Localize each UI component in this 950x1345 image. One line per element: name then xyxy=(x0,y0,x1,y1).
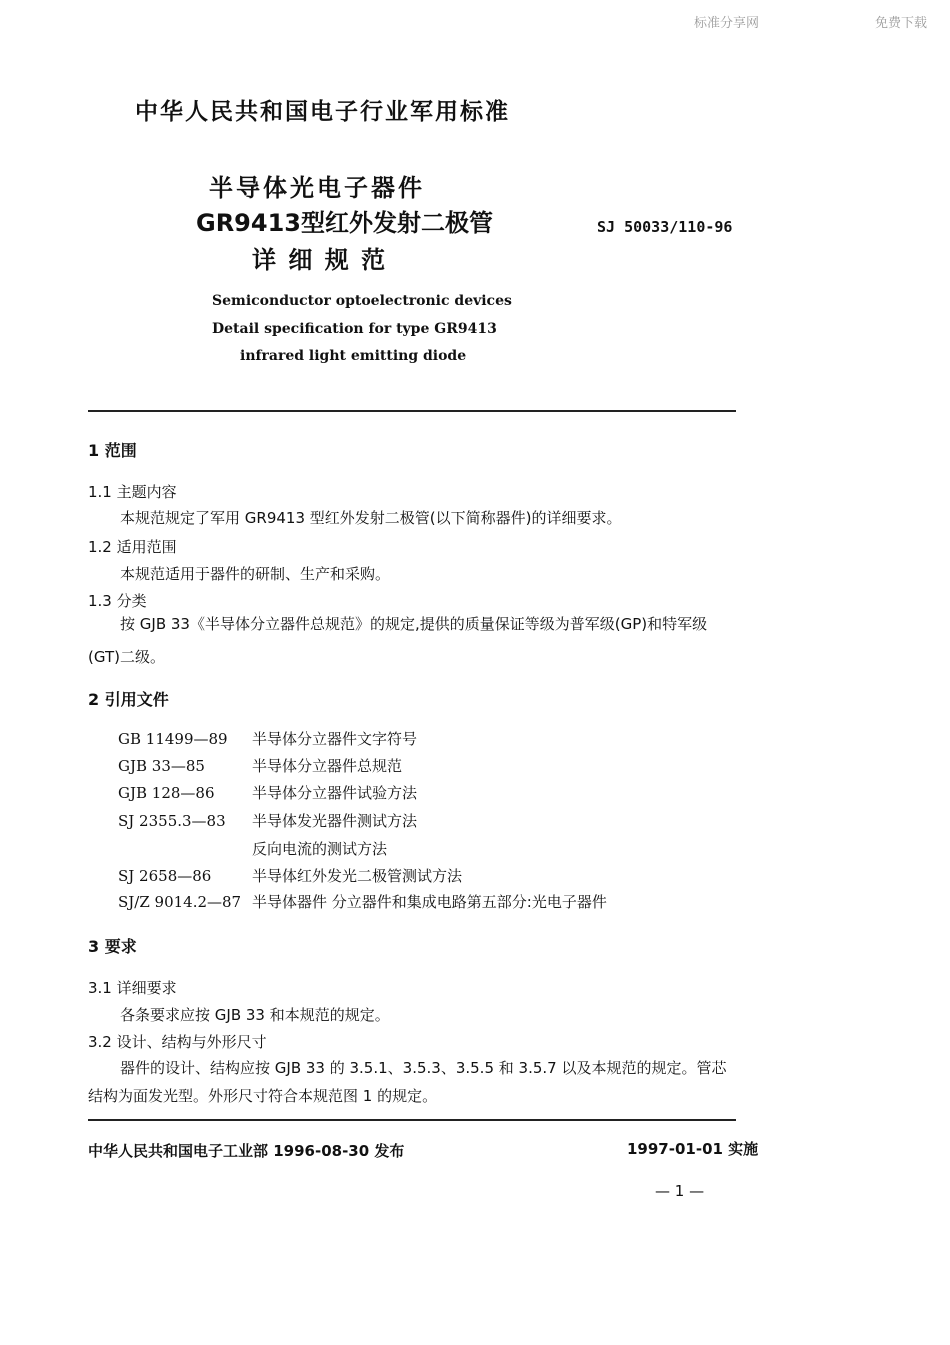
footer-divider xyxy=(88,1119,736,1121)
section-1-3-text-line-2: (GT)二级。 xyxy=(88,648,165,666)
issue-statement: 中华人民共和国电子工业部 1996-08-30 发布 xyxy=(88,1142,405,1160)
section-3-heading: 3 要求 xyxy=(88,937,137,956)
watermark-right: 免费下载 xyxy=(875,16,928,31)
title-line-3: 详 细 规 范 xyxy=(252,246,388,274)
reference-code: SJ/Z 9014.2—87 xyxy=(118,893,242,911)
standard-type: 中华人民共和国电子行业军用标准 xyxy=(135,99,510,125)
english-title-line-1: Semiconductor optoelectronic devices xyxy=(212,293,512,309)
reference-title: 半导体器件 分立器件和集成电路第五部分:光电子器件 xyxy=(252,893,607,911)
reference-code: GB 11499—89 xyxy=(118,730,228,748)
title-line-1: 半导体光电子器件 xyxy=(209,174,425,202)
effective-date: 1997-01-01 实施 xyxy=(627,1140,759,1158)
reference-code: GJB 33—85 xyxy=(118,757,205,775)
english-title-line-3: infrared light emitting diode xyxy=(240,348,467,364)
section-1-3-text-line-1: 按 GJB 33《半导体分立器件总规范》的规定,提供的质量保证等级为普军级(GP)和特军级 xyxy=(120,615,708,633)
section-3-2-text-line-1: 器件的设计、结构应按 GJB 33 的 3.5.1、3.5.3、3.5.5 和 3.5.7 以及本规范的规定。管芯 xyxy=(120,1059,727,1077)
section-1-2-text: 本规范适用于器件的研制、生产和采购。 xyxy=(120,565,391,583)
reference-title: 半导体分立器件总规范 xyxy=(252,757,403,775)
section-1-2-heading: 1.2 适用范围 xyxy=(88,538,177,556)
header-divider xyxy=(88,410,736,412)
section-1-heading: 1 范围 xyxy=(88,441,137,460)
english-title-line-2: Detail specification for type GR9413 xyxy=(212,321,497,337)
reference-title: 半导体分立器件文字符号 xyxy=(252,730,418,748)
page-number: — 1 — xyxy=(655,1182,705,1200)
standard-code: SJ 50033/110-96 xyxy=(597,218,733,236)
title-line-2: GR9413型红外发射二极管 xyxy=(196,209,493,237)
section-3-2-heading: 3.2 设计、结构与外形尺寸 xyxy=(88,1033,267,1051)
section-3-1-text: 各条要求应按 GJB 33 和本规范的规定。 xyxy=(120,1006,390,1024)
reference-title: 反向电流的测试方法 xyxy=(252,840,388,858)
reference-title: 半导体红外发光二极管测试方法 xyxy=(252,867,463,885)
section-2-heading: 2 引用文件 xyxy=(88,690,169,709)
reference-title: 半导体发光器件测试方法 xyxy=(252,812,418,830)
section-3-2-text-line-2: 结构为面发光型。外形尺寸符合本规范图 1 的规定。 xyxy=(88,1087,438,1105)
section-3-1-heading: 3.1 详细要求 xyxy=(88,979,177,997)
reference-title: 半导体分立器件试验方法 xyxy=(252,784,418,802)
reference-code: SJ 2658—86 xyxy=(118,867,212,885)
reference-code: SJ 2355.3—83 xyxy=(118,812,226,830)
reference-code: GJB 128—86 xyxy=(118,784,215,802)
watermark-left: 标准分享网 xyxy=(694,16,760,31)
section-1-1-text: 本规范规定了军用 GR9413 型红外发射二极管(以下简称器件)的详细要求。 xyxy=(120,509,622,527)
section-1-3-heading: 1.3 分类 xyxy=(88,592,147,610)
section-1-1-heading: 1.1 主题内容 xyxy=(88,483,177,501)
